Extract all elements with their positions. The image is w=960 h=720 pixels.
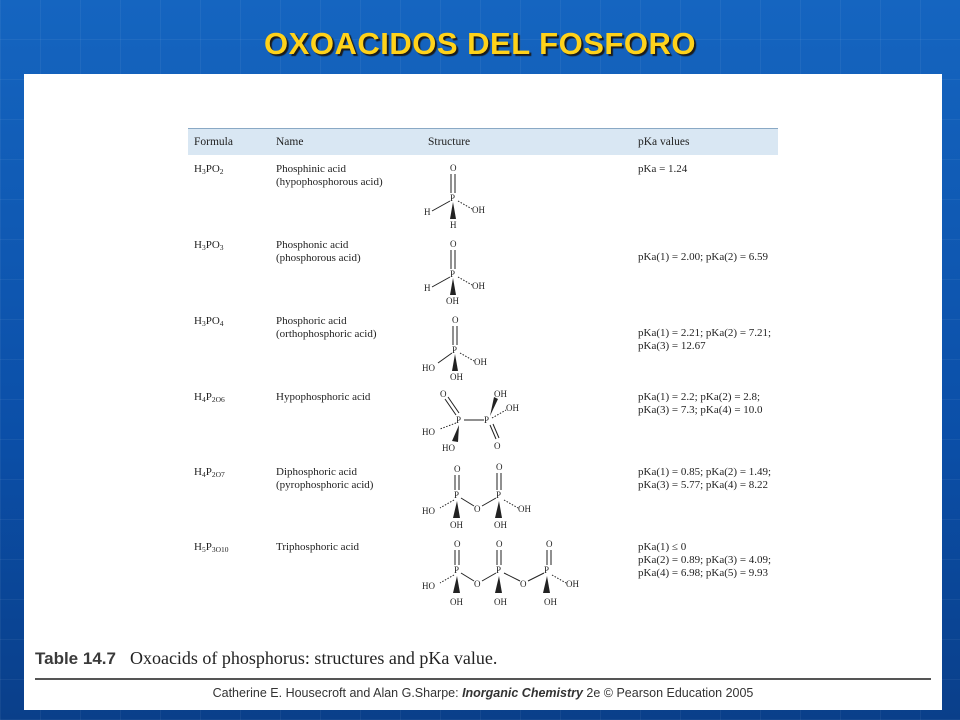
header-name: Name bbox=[276, 136, 304, 148]
svg-text:HO: HO bbox=[422, 427, 435, 437]
pka-cell: pKa(1) = 0.85; pKa(2) = 1.49; pKa(3) = 5.77; pKa(4) = 8.22 bbox=[638, 466, 772, 491]
svg-text:P: P bbox=[496, 490, 502, 500]
svg-text:O: O bbox=[496, 462, 503, 472]
svg-text:HO: HO bbox=[422, 363, 435, 373]
table-row bbox=[188, 155, 778, 231]
svg-text:OH: OH bbox=[566, 579, 579, 589]
oxoacids-table bbox=[188, 128, 778, 615]
svg-text:O: O bbox=[496, 539, 503, 549]
name-cell: Phosphinic acid (hypophosphorous acid) bbox=[276, 163, 383, 188]
formula-cell: $H_3PO_2$ bbox=[194, 163, 224, 176]
credit-rest: 2e © Pearson Education 2005 bbox=[582, 686, 754, 700]
svg-text:P: P bbox=[484, 415, 490, 425]
credit-authors: Catherine E. Housecroft and Alan G.Sharpe: bbox=[212, 686, 463, 700]
svg-text:OH: OH bbox=[506, 403, 519, 413]
name-cell: Diphosphoric acid (pyrophosphoric acid) bbox=[276, 466, 374, 491]
structure-h5p3o10 bbox=[420, 535, 600, 615]
structure-h3po3 bbox=[420, 235, 500, 307]
caption-text: Oxoacids of phosphorus: structures and pKa value. bbox=[129, 648, 498, 668]
svg-text:O: O bbox=[452, 315, 459, 325]
header-pka: pKa values bbox=[638, 136, 690, 148]
table-row bbox=[188, 383, 778, 458]
svg-text:P: P bbox=[450, 269, 456, 279]
svg-text:OH: OH bbox=[474, 357, 487, 367]
svg-text:HO: HO bbox=[442, 443, 455, 453]
table-row bbox=[188, 231, 778, 307]
svg-text:P: P bbox=[452, 345, 458, 355]
structure-h3po2 bbox=[420, 159, 500, 231]
formula-cell: $H_3PO_3$ bbox=[194, 239, 224, 252]
header-formula: Formula bbox=[194, 136, 233, 148]
name-cell: Phosphoric acid (orthophosphoric acid) bbox=[276, 315, 377, 340]
svg-text:P: P bbox=[544, 565, 550, 575]
svg-text:O: O bbox=[494, 441, 501, 451]
svg-text:O: O bbox=[450, 239, 457, 249]
pka-cell: pKa(1) = 2.00; pKa(2) = 6.59 bbox=[638, 251, 769, 263]
svg-text:O: O bbox=[454, 464, 461, 474]
svg-text:O: O bbox=[546, 539, 553, 549]
svg-text:P: P bbox=[456, 415, 462, 425]
pka-cell: pKa(1) = 2.2; pKa(2) = 2.8; pKa(3) = 7.3; pKa(4) = 10.0 bbox=[638, 391, 763, 416]
svg-text:OH: OH bbox=[472, 281, 485, 291]
svg-text:H: H bbox=[424, 283, 431, 293]
structure-h3po4 bbox=[420, 311, 510, 383]
pka-cell: pKa = 1.24 bbox=[638, 163, 688, 175]
svg-text:O: O bbox=[474, 579, 481, 589]
svg-text:OH: OH bbox=[494, 389, 507, 399]
pka-cell: pKa(1) = 2.21; pKa(2) = 7.21; pKa(3) = 12.67 bbox=[638, 327, 772, 352]
svg-text:P: P bbox=[450, 193, 456, 203]
svg-text:OH: OH bbox=[472, 205, 485, 215]
name-cell: Hypophosphoric acid bbox=[276, 391, 371, 403]
formula-cell: $H_4P_{2O7}$ bbox=[194, 466, 225, 479]
slide-title: OXOACIDOS DEL FOSFORO bbox=[264, 26, 696, 61]
svg-text:O: O bbox=[474, 504, 481, 514]
svg-text:OH: OH bbox=[494, 520, 507, 530]
formula-cell: $H_4P_{2O6}$ bbox=[194, 391, 225, 404]
table-row bbox=[188, 307, 778, 383]
source-credit bbox=[24, 686, 942, 700]
name-cell: Phosphonic acid (phosphorous acid) bbox=[276, 239, 361, 264]
table-row bbox=[188, 458, 778, 535]
structure-h4p2o6 bbox=[420, 385, 530, 457]
svg-text:P: P bbox=[496, 565, 502, 575]
svg-text:OH: OH bbox=[494, 597, 507, 607]
credit-book: Inorganic Chemistry bbox=[462, 686, 583, 700]
svg-text:OH: OH bbox=[450, 520, 463, 530]
table-caption bbox=[35, 648, 497, 669]
name-cell: Triphosphoric acid bbox=[276, 541, 360, 553]
svg-text:OH: OH bbox=[544, 597, 557, 607]
svg-text:OH: OH bbox=[450, 597, 463, 607]
svg-text:OH: OH bbox=[446, 296, 459, 306]
table-row bbox=[188, 535, 778, 615]
header-structure: Structure bbox=[428, 136, 471, 148]
svg-text:HO: HO bbox=[422, 506, 435, 516]
caption-number: Table 14.7 bbox=[35, 649, 116, 668]
svg-text:P: P bbox=[454, 490, 460, 500]
svg-text:O: O bbox=[450, 163, 457, 173]
svg-text:O: O bbox=[440, 389, 447, 399]
svg-text:OH: OH bbox=[518, 504, 531, 514]
content-panel bbox=[24, 74, 942, 710]
table-header bbox=[188, 128, 778, 155]
svg-text:H: H bbox=[424, 207, 431, 217]
formula-cell: $H_3PO_4$ bbox=[194, 315, 224, 328]
divider bbox=[35, 678, 931, 680]
pka-cell: pKa(1) ≤ 0 pKa(2) = 0.89; pKa(3) = 4.09; pKa(4) = 6.98; pKa(5) = 9.93 bbox=[638, 541, 772, 579]
svg-text:H: H bbox=[450, 220, 457, 230]
svg-text:HO: HO bbox=[422, 581, 435, 591]
svg-text:O: O bbox=[520, 579, 527, 589]
svg-text:P: P bbox=[454, 565, 460, 575]
structure-h4p2o7 bbox=[420, 460, 550, 534]
svg-text:O: O bbox=[454, 539, 461, 549]
formula-cell: $H_5P_{3O10}$ bbox=[194, 541, 229, 554]
svg-text:OH: OH bbox=[450, 372, 463, 382]
